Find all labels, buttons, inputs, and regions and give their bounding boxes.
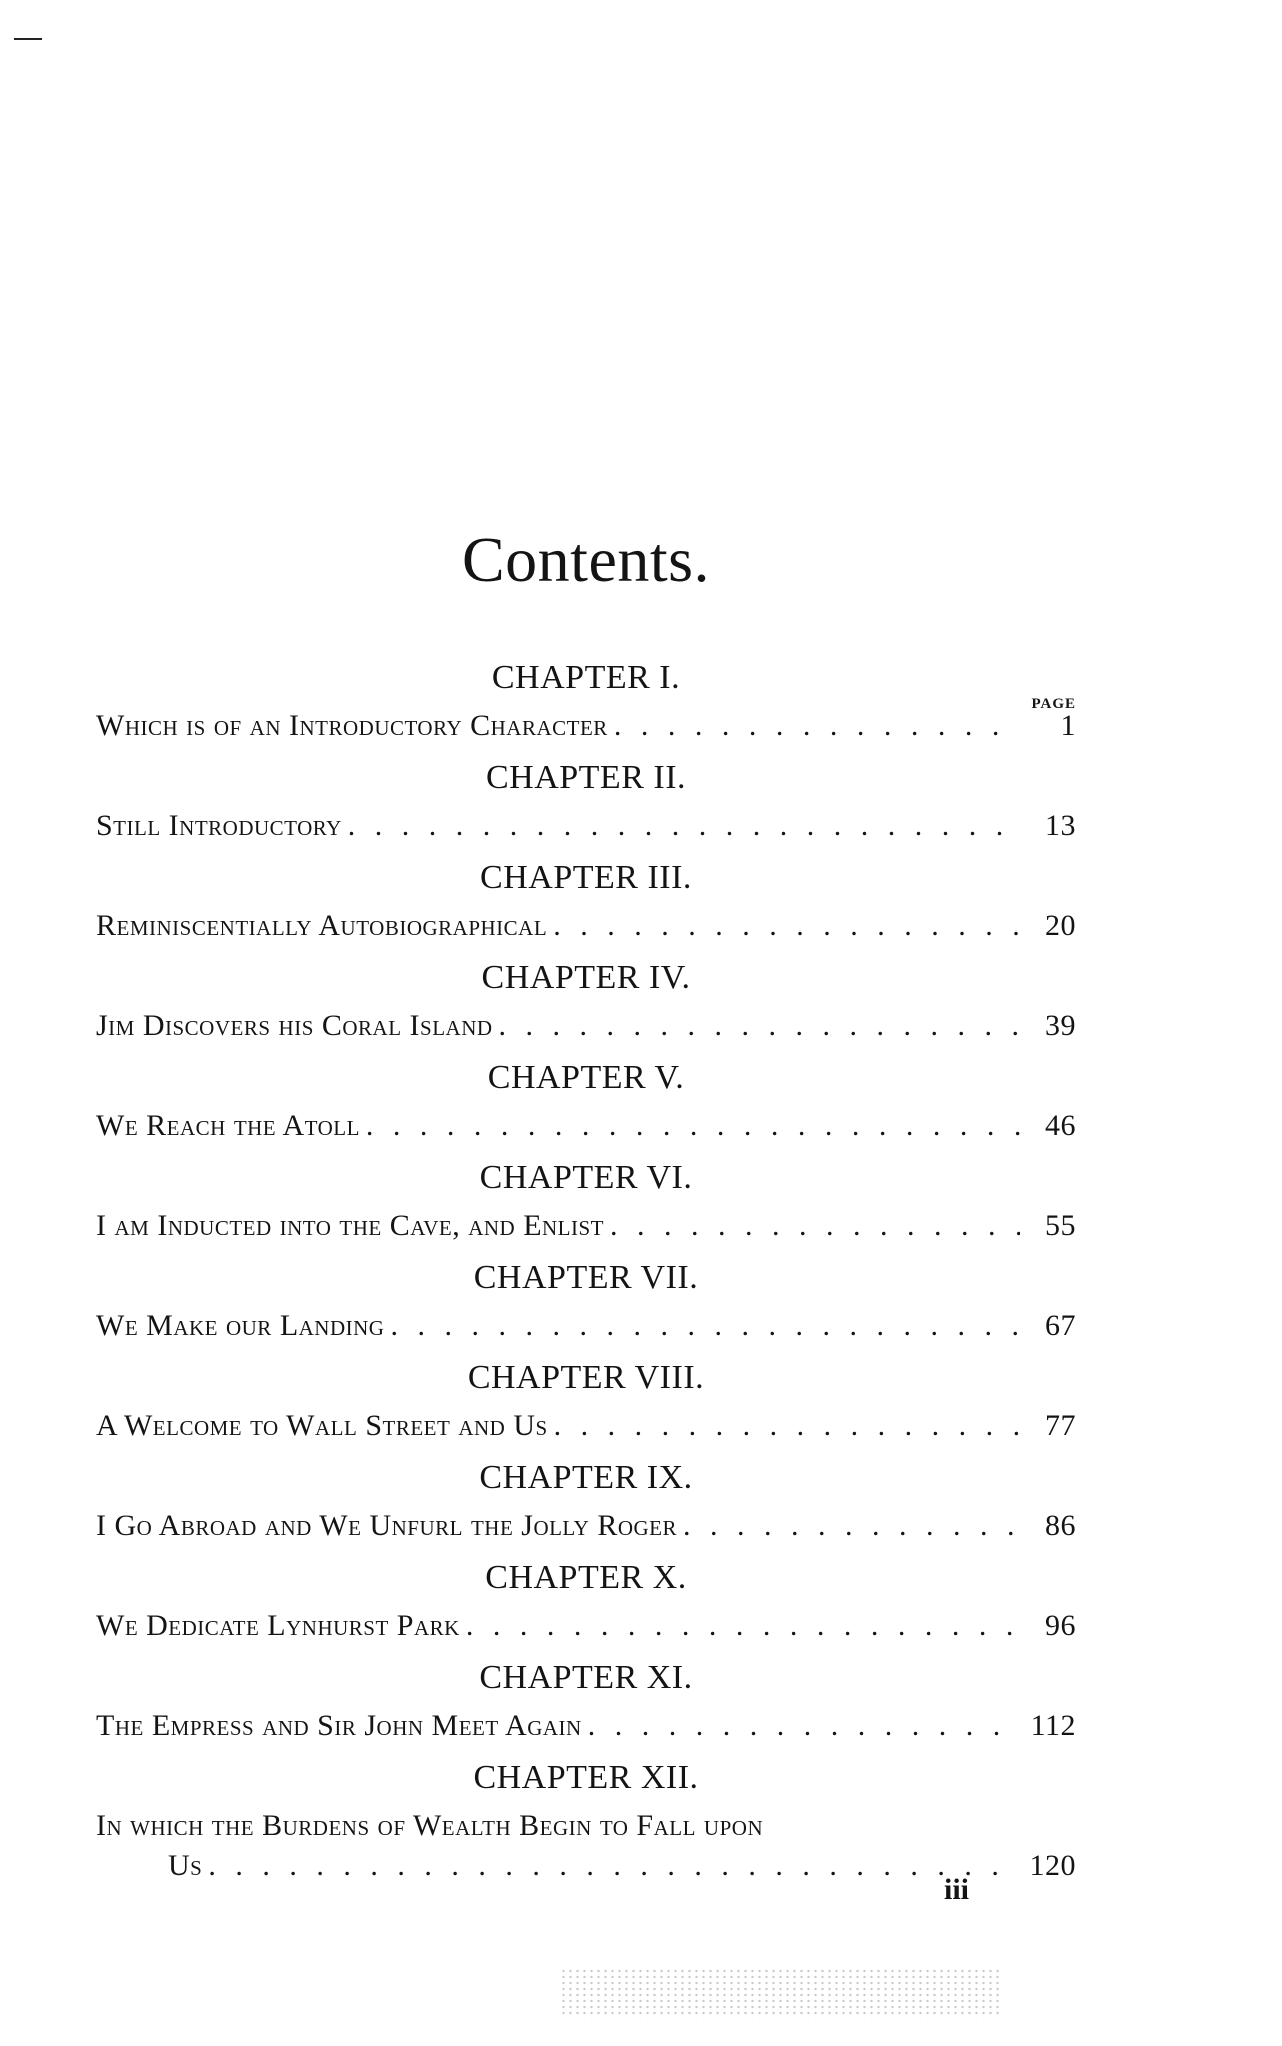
chapter-page-number: 20 (1045, 909, 1076, 942)
chapter-heading: CHAPTER III. (480, 859, 692, 896)
chapter-heading: CHAPTER VI. (479, 1159, 693, 1196)
chapter-heading: CHAPTER I. (491, 659, 681, 696)
chapter-title-line-2: Us (168, 1849, 203, 1882)
chapter-title: We Make our Landing (96, 1309, 385, 1342)
toc-chapter-7 (96, 1256, 1076, 1356)
chapter-page-number: 77 (1045, 1409, 1076, 1442)
chapter-page-number: 67 (1045, 1309, 1076, 1342)
toc-entry (96, 1206, 1076, 1246)
chapter-heading: CHAPTER II. (485, 759, 687, 796)
chapter-heading: CHAPTER IV. (481, 959, 691, 996)
folio-page-number: iii (944, 1873, 970, 1906)
chapter-page-number: 13 (1045, 809, 1076, 842)
chapter-heading: CHAPTER X. (485, 1559, 687, 1596)
dot-leader (588, 1706, 1015, 1746)
toc-entry (96, 1706, 1076, 1746)
toc-chapter-10 (96, 1556, 1076, 1656)
chapter-page-number: 1 (1060, 709, 1076, 742)
faded-library-stamp (560, 1968, 1000, 2018)
dot-leader (390, 1306, 1020, 1346)
chapter-title: I am Inducted into the Cave, and Enlist (96, 1209, 605, 1242)
dot-leader (614, 706, 1020, 746)
dot-leader (554, 1406, 1020, 1446)
toc-chapter-1 (96, 656, 1076, 756)
chapter-page-number: 55 (1045, 1209, 1076, 1242)
chapter-page-number: 112 (1030, 1709, 1076, 1742)
toc-chapter-8 (96, 1356, 1076, 1456)
chapter-title: I Go Abroad and We Unfurl the Jolly Roger (96, 1509, 678, 1542)
toc-entry (96, 906, 1076, 946)
chapter-title: We Reach the Atoll (96, 1109, 360, 1142)
toc-entry (96, 1106, 1076, 1146)
dot-leader (208, 1846, 1013, 1886)
chapter-page-number: 39 (1045, 1009, 1076, 1042)
chapter-page-number: 96 (1045, 1609, 1076, 1642)
dot-leader (553, 906, 1020, 946)
dot-leader (348, 806, 1020, 846)
toc-entry (96, 806, 1076, 846)
table-of-contents (96, 656, 1076, 1896)
toc-chapter-6 (96, 1156, 1076, 1256)
toc-chapter-3 (96, 856, 1076, 956)
chapter-title: The Empress and Sir John Meet Again (96, 1709, 582, 1742)
toc-entry (96, 1406, 1076, 1446)
toc-chapter-5 (96, 1056, 1076, 1156)
chapter-page-number: 46 (1045, 1109, 1076, 1142)
chapter-heading: CHAPTER XII. (473, 1759, 699, 1796)
toc-entry (96, 1606, 1076, 1646)
chapter-heading: CHAPTER VIII. (467, 1359, 705, 1396)
chapter-heading: CHAPTER XI. (479, 1659, 693, 1696)
chapter-title: A Welcome to Wall Street and Us (96, 1409, 548, 1442)
chapter-title-continued (96, 1846, 1076, 1886)
page-title: Contents. (461, 524, 711, 595)
dot-leader (466, 1606, 1020, 1646)
page-edge-mark (14, 38, 42, 40)
dot-leader (610, 1206, 1020, 1246)
toc-entry (96, 1806, 1076, 1886)
toc-entry (96, 1506, 1076, 1546)
chapter-heading: CHAPTER IX. (479, 1459, 693, 1496)
dot-leader (683, 1506, 1020, 1546)
chapter-title: We Dedicate Lynhurst Park (96, 1609, 460, 1642)
chapter-heading: CHAPTER V. (487, 1059, 685, 1096)
toc-entry (96, 706, 1076, 746)
chapter-title: Jim Discovers his Coral Island (96, 1009, 493, 1042)
toc-entry (96, 1306, 1076, 1346)
chapter-page-number: 120 (1029, 1849, 1076, 1882)
toc-chapter-2 (96, 756, 1076, 856)
chapter-title: In which the Burdens of Wealth Begin to Fall upon (96, 1809, 764, 1842)
toc-chapter-11 (96, 1656, 1076, 1756)
toc-chapter-4 (96, 956, 1076, 1056)
chapter-heading: CHAPTER VII. (473, 1259, 699, 1296)
toc-entry (96, 1006, 1076, 1046)
dot-leader (366, 1106, 1020, 1146)
dot-leader (499, 1006, 1020, 1046)
chapter-page-number: 86 (1045, 1509, 1076, 1542)
chapter-title: Which is of an Introductory Character (96, 709, 608, 742)
toc-chapter-12 (96, 1756, 1076, 1896)
chapter-title: Reminiscentially Autobiographical (96, 909, 548, 942)
toc-chapter-9 (96, 1456, 1076, 1556)
chapter-title: Still Introductory (96, 809, 342, 842)
page-column-label: PAGE (1031, 696, 1076, 712)
